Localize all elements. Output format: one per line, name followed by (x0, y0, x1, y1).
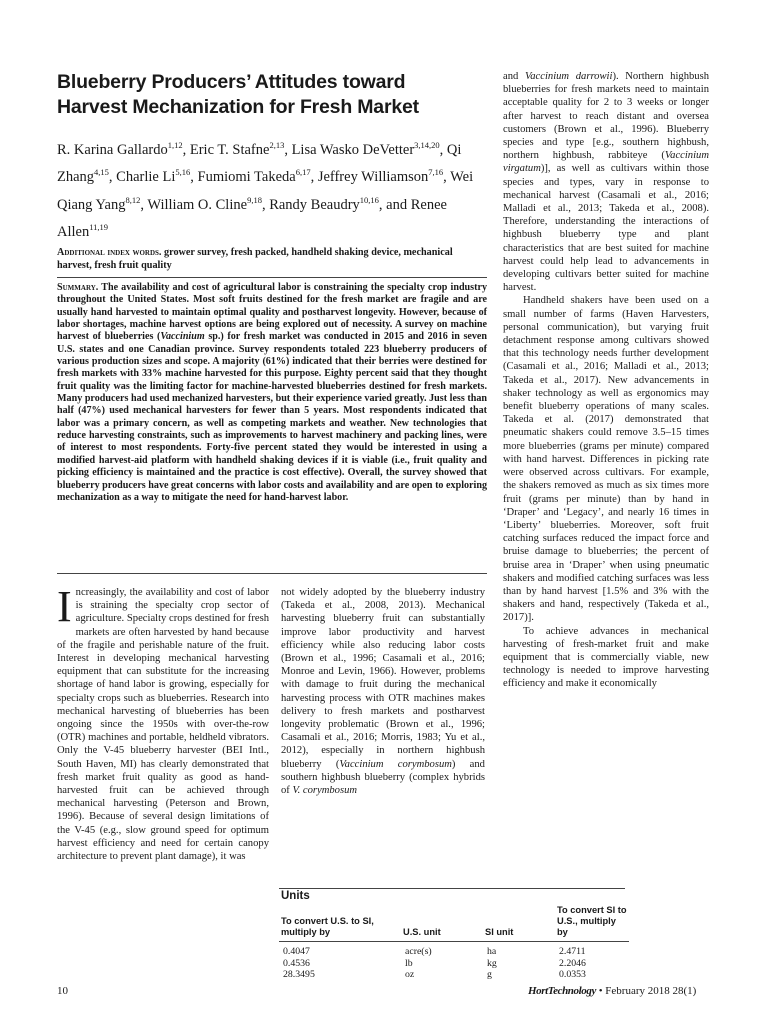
units-header-cell: To convert SI to U.S., multiply by (555, 905, 629, 942)
units-cell: g (487, 969, 492, 980)
units-cell: 0.0353 (559, 969, 586, 980)
author-affiliation-sup: 2,13 (269, 140, 285, 150)
body-middle-text-b: ) and southern highbush blueberry (complex hybrids of (281, 758, 485, 797)
author-separator: , (310, 169, 318, 186)
units-header-cell: SI unit (483, 905, 555, 942)
index-words-label: Additional index words. (57, 247, 162, 258)
body-column-right (503, 70, 709, 691)
body-right-text-b: ). Northern highbush blueberries for fresh markets need to maintain acceptable quality for 2 to 3 weeks or longer after harvest to reach distant and oversea customers (Brown et al., 1996). Blueberry species and type [e.g., southern highbush, northern highbush, rabbiteye ( (503, 71, 709, 162)
page-number: 10 (57, 985, 68, 997)
body-column-middle (281, 586, 485, 797)
units-cell: kg (487, 957, 497, 969)
summary-bottom-rule (57, 573, 487, 574)
body-right-paragraph-1 (503, 70, 709, 294)
author-separator: , (182, 141, 190, 158)
units-header-row (279, 905, 629, 942)
body-middle-italic-2: V. corymbosum (292, 785, 358, 797)
units-table (279, 905, 629, 981)
body-right-text-a: and (503, 71, 525, 82)
author-name: Renee Allen (57, 196, 447, 240)
units-row (279, 969, 629, 981)
author-affiliation-sup: 5,16 (175, 167, 191, 178)
journal-name: HortTechnology (528, 985, 596, 997)
author-separator: , (190, 169, 198, 186)
author-name: Charlie Li (116, 169, 176, 186)
journal-footer (528, 985, 696, 997)
author-affiliation-sup: 4,15 (94, 167, 109, 178)
author-separator: , (284, 141, 292, 158)
author-name: William O. Cline (147, 196, 248, 213)
author-separator: , (439, 141, 447, 158)
body-right-italic-2: Vaccinium virgatum (503, 150, 709, 175)
author-separator: , (443, 169, 451, 186)
author-name: Qi Zhang (57, 141, 462, 186)
author-affiliation-sup: 6,17 (295, 167, 311, 178)
units-cell: ha (487, 946, 497, 957)
author-separator: , and (378, 196, 411, 213)
units-cell: 0.4536 (283, 957, 310, 969)
body-right-text-c: )], as well as cultivars within those species and types, vary in response to mechanical harvest (Casamali et al., 2016; Malladi et al., 2013; Takeda et al., 2008). Therefore, understanding the interactions of highbush blueberry type and plant characteristics that are best suited for machine harvest could help lead to advancements in developing cultivars better suited for machine harvest. (503, 163, 709, 294)
units-title: Units (281, 890, 310, 902)
summary-abstract (57, 282, 487, 504)
author-affiliation-sup: 11,19 (89, 221, 109, 232)
units-cell: 0.4047 (283, 946, 310, 957)
body-middle-text-a: not widely adopted by the blueberry industry (Takeda et al., 2008, 2013). Mechanical harvesting blueberry fruit can substantially improve labor productivity and harvest efficiency while also reducing labor costs (Brown et al., 1996; Casamali et al., 2016; Monroe and Levin, 1966). However, problems with damage to fruit during the mechanical harvesting process with OTR machines makes delivery to fresh markets and postharvest longevity problematic (Brown et al., 1996; Casamali et al., 2016; Morris, 1983; Yu et al., 2012), especially in northern highbush blueberry ( (281, 587, 485, 770)
index-words (57, 247, 487, 272)
units-row (279, 942, 629, 958)
index-words-text: grower survey, fresh packed, handheld shaking device, mechanical harvest, fresh fruit quality (57, 247, 453, 271)
body-column-left (57, 582, 269, 863)
author-name: R. Karina Gallardo (57, 141, 168, 158)
author-affiliation-sup: 9,18 (247, 194, 262, 205)
body-left-text: ncreasingly, the availability and cost of labor is straining the specialty crop sector of agriculture. Specialty crops destined for fresh markets are often harvested by hand because of the fragile and perishable nature of the fruit. Interest in developing mechanical harvesting equipment that can substitute for the increasing shortage of hand labor is growing, especially for specialty crops such as blueberries. Research into mechanical harvesting of blueberries has been ongoing since the 1950s with over-the-row (OTR) machines and portable, heldheld vibrators. Only the V-45 blueberry harvester (BEI Intl., South Haven, MI) has clearly demonstrated that fresh market fruit quality as good as hand-harvested fruit can be achieved through mechanical harvesting (Peterson and Brown, 1996). Because of several design limitations of the V-45 (e.g., slow ground speed for optimum harvest efficiency and need for certain canopy architecture to prevent plant damage), it was (57, 587, 269, 863)
author-name: Wei Qiang Yang (57, 169, 474, 213)
author-affiliation-sup: 7,16 (428, 167, 444, 178)
author-affiliation-sup: 3,14,20 (414, 140, 440, 150)
summary-top-rule (57, 277, 487, 278)
body-right-paragraph-2: Handheld shakers have been used on a small number of farms (Haven Harvesters, personal communication), but varying fruit detachment response among cultivars showed that this technology needs further development (Casamali et al., 2016; Malladi et al., 2013; Takeda et al., 2017). New advancements in shaker technology as well as ergonomics may benefit blueberry operations of many scales. Takeda et al. (2017) demonstrated that pneumatic shakers could remove 3.5–15 times more blueberries (grams per minute) compared with hand harvest. Differences in picking rate were observed across cultivars. For example, the shakers removed as much as six times more fruit (grams per minute) than by hand in ‘Draper’ and ‘Legacy’, and nearly 16 times in ‘Liberty’ blueberries. Moreover, soft fruit catching surfaces reduced the impact force and bruise damage to blueberries; the percent of bruise area in ‘Draper’ when using pneumatic shakers and modified catching surfaces was less than by hand harvest [1.5% and 3% with the shakers and hand, respectively (Takeda et al., 2017)]. (503, 295, 709, 624)
author-name: Fumiomi Takeda (197, 169, 296, 186)
journal-issue: • February 2018 28(1) (595, 985, 697, 997)
author-separator: , (261, 196, 270, 213)
author-affiliation-sup: 10,16 (359, 194, 379, 205)
author-affiliation-sup: 8,12 (125, 194, 141, 205)
units-cell: acre(s) (405, 946, 432, 957)
body-middle-italic-1: Vaccinium corymbosum (339, 758, 452, 770)
drop-cap: I (57, 582, 72, 631)
author-name: Eric T. Stafne (189, 141, 270, 158)
body-right-paragraph-3: To achieve advances in mechanical harvesting of fresh-market fruit and make equipment that is commercially viable, new technology is needed to improve harvesting efficiency and make it economically (503, 625, 709, 690)
summary-label: Summary. (57, 282, 99, 293)
summary-genus: Vaccinium (160, 331, 205, 343)
article-title: Blueberry Producers’ Attitudes toward Harvest Mechanization for Fresh Market (57, 71, 419, 118)
author-name: Lisa Wasko DeVetter (291, 141, 415, 158)
author-list (57, 134, 487, 243)
author-name: Randy Beaudry (269, 196, 360, 213)
units-row (279, 958, 629, 970)
units-box (279, 886, 629, 981)
units-header-cell: To convert U.S. to SI, multiply by (279, 905, 401, 942)
summary-text-2: sp.) for fresh market was conducted in 2015 and 2016 in seven U.S. states and one Canadian province. Survey respondents totaled 223 blueberry producers of various production sizes and scope. A majority (61%) indicated that their berries were destined for fresh markets with 33% machine harvested for this purpose. Eighty percent said that they thought fruit quality was the limiting factor for machine-harvested blueberries destined for fresh markets. Many producers had used mechanized harvesters, but their experience varied greatly. Just less than half (47%) used mechanical harvesters for fewer than 5 years. Most respondents indicated that labor was a primary concern, as well as competing markets and weather. New technologies that reduce harvesting constraints, such as improvements to harvest machinery and packing lines, were of interest to most respondents. Forty-five percent stated they would be interested in using a modified harvest-aid platform with handheld shaking devices if it is viable (i.e., fruit quality and picking efficiency is maintained and the practice is cost effective). Overall, the survey showed that blueberry producers have great concerns with labor costs and availability and are open to exploring mechanization as a way to mitigate the need for hand-harvest labor. (57, 331, 488, 503)
units-cell: oz (405, 969, 415, 980)
author-affiliation-sup: 1,12 (167, 140, 183, 150)
author-name: Jeffrey Williamson (317, 169, 429, 186)
units-cell: 28.3495 (283, 969, 315, 980)
units-cell: 2.2046 (559, 957, 586, 969)
author-separator: , (140, 196, 148, 213)
summary-text-1: The availability and cost of agricultural labor is constraining the specialty crop industry throughout the United States. Most soft fruits destined for the fresh market are fragile and are usually hand harvested to maintain optimal quality and postharvest longevity. However, because of labor shortages, machine harvest options are being explored out of necessity. A survey on machine harvest of blueberries ( (57, 282, 487, 343)
body-right-italic-1: Vaccinium darrowii (524, 71, 613, 82)
units-header-cell: U.S. unit (401, 905, 483, 942)
author-separator: , (108, 169, 117, 186)
units-cell: 2.4711 (559, 946, 586, 957)
units-cell: lb (405, 957, 413, 969)
